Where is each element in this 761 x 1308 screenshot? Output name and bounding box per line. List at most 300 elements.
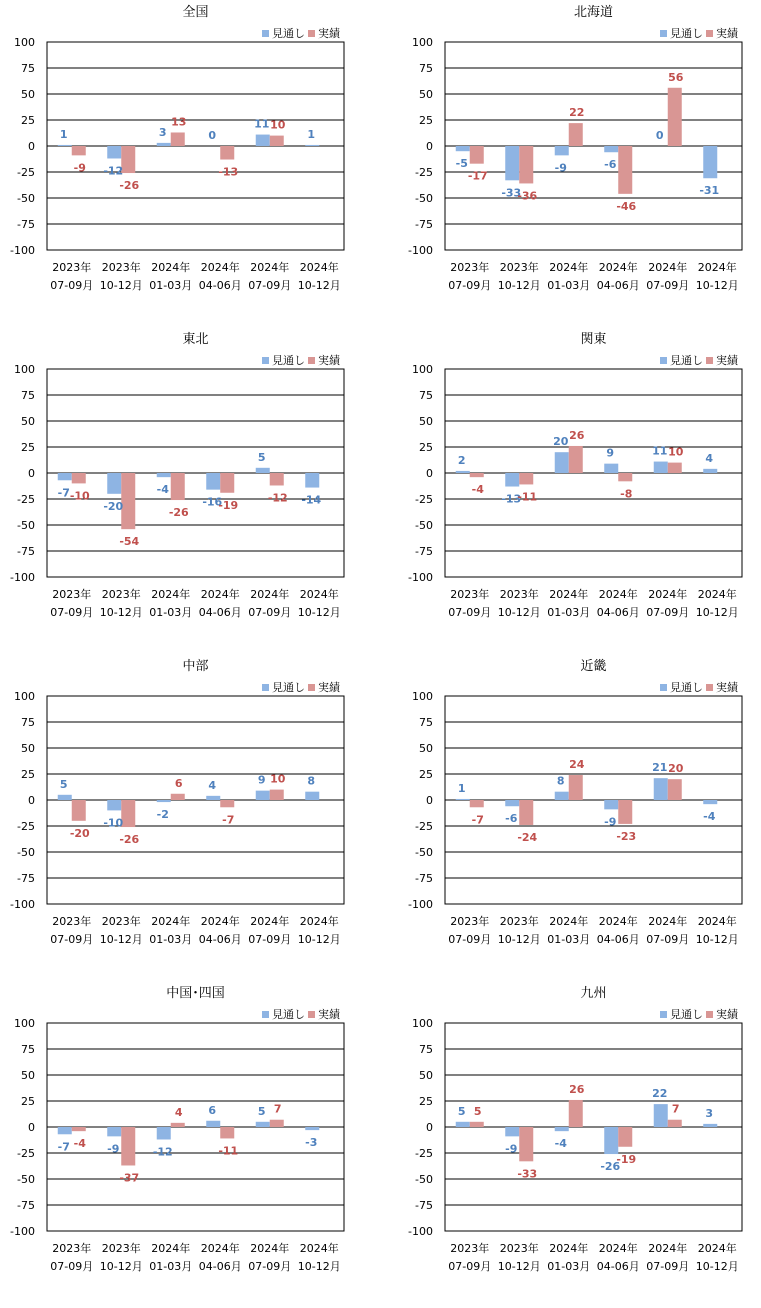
x-tick-label: 2024年	[648, 914, 687, 928]
y-tick-label: -50	[415, 846, 433, 859]
bar-actual	[470, 800, 484, 807]
bar-forecast	[555, 1127, 569, 1131]
bar-forecast	[505, 1127, 519, 1136]
y-tick-label: 50	[21, 1069, 35, 1082]
bar-forecast	[703, 800, 717, 804]
data-label-forecast: 22	[652, 1087, 667, 1100]
data-label-actual: 20	[668, 762, 684, 775]
bar-actual	[72, 146, 86, 155]
y-tick-label: -75	[17, 545, 35, 558]
data-label-forecast: 0	[656, 129, 664, 142]
bar-actual	[171, 473, 185, 500]
data-label-forecast: -9	[505, 1142, 517, 1155]
x-tick-label: 2023年	[102, 1241, 141, 1255]
data-label-forecast: 1	[307, 128, 315, 141]
x-tick-label: 2024年	[151, 260, 190, 274]
bar-forecast	[456, 1122, 470, 1127]
legend-label: 見通し	[272, 27, 305, 40]
legend-swatch	[262, 684, 269, 691]
chart-svg	[398, 327, 761, 654]
data-label-actual: -12	[268, 491, 288, 504]
x-tick-label: 2024年	[549, 914, 588, 928]
data-label-actual: -4	[74, 1137, 87, 1150]
x-tick-label: 07-09月	[646, 279, 689, 292]
legend-swatch	[308, 357, 315, 364]
bar-forecast	[604, 800, 618, 809]
data-label-forecast: 1	[60, 128, 68, 141]
bar-actual	[618, 473, 632, 481]
data-label-actual: 56	[668, 71, 684, 84]
y-tick-label: 50	[419, 88, 433, 101]
x-tick-label: 01-03月	[547, 933, 590, 946]
y-tick-label: -100	[408, 244, 433, 257]
chart-svg	[0, 327, 380, 654]
y-tick-label: -75	[17, 1199, 35, 1212]
data-label-actual: -37	[119, 1171, 139, 1184]
y-tick-label: 100	[412, 363, 433, 376]
bar-actual	[220, 1127, 234, 1138]
x-tick-label: 2024年	[201, 1241, 240, 1255]
y-tick-label: -25	[17, 493, 35, 506]
bar-actual	[618, 1127, 632, 1147]
legend-label: 見通し	[670, 354, 703, 367]
x-tick-label: 2023年	[102, 260, 141, 274]
x-tick-label: 10-12月	[498, 1260, 541, 1273]
x-tick-label: 2023年	[500, 1241, 539, 1255]
bar-actual	[668, 88, 682, 146]
x-tick-label: 07-09月	[50, 1260, 93, 1273]
x-tick-label: 10-12月	[100, 933, 143, 946]
data-label-forecast: 11	[652, 445, 667, 458]
y-tick-label: -25	[415, 166, 433, 179]
bar-actual	[569, 775, 583, 800]
data-label-actual: -26	[169, 506, 189, 519]
x-tick-label: 07-09月	[448, 1260, 491, 1273]
data-label-forecast: -26	[600, 1160, 620, 1173]
data-label-actual: -46	[616, 200, 636, 213]
legend-swatch	[706, 1011, 713, 1018]
chart-panel	[398, 327, 761, 654]
legend-label: 見通し	[272, 681, 305, 694]
x-tick-label: 2023年	[450, 260, 489, 274]
bar-forecast	[256, 135, 270, 146]
chart-title: 東北	[182, 331, 208, 347]
y-tick-label: -50	[415, 519, 433, 532]
y-tick-label: -50	[415, 192, 433, 205]
legend-swatch	[660, 684, 667, 691]
chart-svg	[0, 0, 380, 327]
y-tick-label: -50	[17, 192, 35, 205]
x-tick-label: 2024年	[201, 587, 240, 601]
x-tick-label: 2024年	[698, 914, 737, 928]
bar-forecast	[305, 1127, 319, 1130]
chart-title: 北海道	[574, 5, 613, 20]
bar-forecast	[157, 473, 171, 477]
chart-title: 中国･四国	[166, 985, 225, 1001]
x-tick-label: 07-09月	[50, 279, 93, 292]
y-tick-label: 25	[419, 768, 433, 781]
x-tick-label: 2024年	[698, 260, 737, 274]
legend-label: 実績	[318, 353, 341, 367]
data-label-actual: -23	[616, 830, 636, 843]
data-label-forecast: -7	[58, 1140, 70, 1153]
legend-swatch	[660, 30, 667, 37]
data-label-forecast: -13	[501, 493, 521, 506]
x-tick-label: 07-09月	[50, 606, 93, 619]
y-tick-label: 75	[21, 389, 35, 402]
y-tick-label: -50	[17, 519, 35, 532]
x-tick-label: 2023年	[52, 260, 91, 274]
x-tick-label: 2024年	[300, 587, 339, 601]
bar-forecast	[206, 473, 220, 490]
bar-actual	[270, 473, 284, 485]
y-tick-label: 0	[426, 140, 433, 153]
bar-forecast	[157, 800, 171, 802]
data-label-actual: 4	[175, 1106, 183, 1119]
data-label-actual: -36	[517, 189, 537, 202]
bar-forecast	[456, 146, 470, 151]
y-tick-label: 75	[419, 62, 433, 75]
bar-actual	[121, 473, 135, 529]
y-tick-label: -75	[415, 218, 433, 231]
x-tick-label: 07-09月	[248, 606, 291, 619]
bar-actual	[569, 1100, 583, 1127]
bar-actual	[270, 136, 284, 146]
data-label-forecast: -4	[555, 1137, 568, 1150]
data-label-actual: -10	[70, 489, 90, 502]
bar-actual	[519, 1127, 533, 1161]
bar-actual	[121, 146, 135, 173]
data-label-actual: 24	[569, 758, 585, 771]
y-tick-label: 0	[28, 794, 35, 807]
x-tick-label: 10-12月	[696, 279, 739, 292]
x-tick-label: 10-12月	[696, 1260, 739, 1273]
bar-forecast	[157, 1127, 171, 1139]
y-tick-label: 50	[419, 742, 433, 755]
bar-actual	[220, 473, 234, 493]
bar-actual	[121, 800, 135, 827]
data-label-forecast: -14	[301, 494, 321, 507]
bar-forecast	[58, 145, 72, 146]
legend-label: 見通し	[272, 1008, 305, 1021]
bar-forecast	[256, 1122, 270, 1127]
data-label-actual: 5	[474, 1105, 482, 1118]
y-tick-label: 75	[419, 716, 433, 729]
y-tick-label: 25	[21, 114, 35, 127]
y-tick-label: 25	[419, 441, 433, 454]
x-tick-label: 10-12月	[696, 606, 739, 619]
data-label-actual: -17	[468, 170, 488, 183]
y-tick-label: 75	[419, 389, 433, 402]
legend-label: 見通し	[670, 27, 703, 40]
bar-actual	[618, 800, 632, 824]
bar-actual	[171, 794, 185, 800]
x-tick-label: 07-09月	[248, 279, 291, 292]
data-label-actual: 10	[668, 446, 684, 459]
data-label-forecast: -3	[305, 1136, 317, 1149]
bar-actual	[569, 123, 583, 146]
data-label-forecast: -33	[501, 186, 521, 199]
bar-forecast	[206, 796, 220, 800]
x-tick-label: 10-12月	[498, 279, 541, 292]
x-tick-label: 2024年	[549, 1241, 588, 1255]
x-tick-label: 07-09月	[448, 279, 491, 292]
x-tick-label: 2024年	[300, 260, 339, 274]
data-label-actual: 6	[175, 777, 183, 790]
data-label-actual: 26	[569, 1083, 585, 1096]
y-tick-label: -100	[10, 244, 35, 257]
x-tick-label: 04-06月	[597, 606, 640, 619]
chart-svg	[398, 0, 761, 327]
data-label-forecast: -20	[103, 500, 123, 513]
data-label-forecast: 8	[307, 775, 315, 788]
chart-title: 関東	[580, 331, 606, 347]
data-label-forecast: -9	[107, 1142, 119, 1155]
bar-forecast	[604, 1127, 618, 1154]
data-label-forecast: -16	[202, 496, 222, 509]
chart-panel	[398, 0, 761, 327]
x-tick-label: 10-12月	[298, 279, 341, 292]
chart-panel	[0, 654, 380, 981]
x-tick-label: 2024年	[599, 1241, 638, 1255]
x-tick-label: 10-12月	[100, 606, 143, 619]
data-label-forecast: -5	[456, 157, 468, 170]
x-tick-label: 2024年	[300, 1241, 339, 1255]
bar-forecast	[456, 471, 470, 473]
x-tick-label: 2023年	[500, 587, 539, 601]
y-tick-label: -25	[415, 820, 433, 833]
bar-actual	[470, 473, 484, 477]
legend-label: 見通し	[670, 1008, 703, 1021]
chart-panel	[0, 981, 380, 1308]
x-tick-label: 2023年	[450, 587, 489, 601]
bar-actual	[519, 800, 533, 825]
data-label-actual: -26	[119, 833, 139, 846]
x-tick-label: 2024年	[549, 260, 588, 274]
bar-forecast	[703, 1124, 717, 1127]
y-tick-label: 0	[426, 794, 433, 807]
bar-forecast	[107, 473, 121, 494]
bar-forecast	[206, 1121, 220, 1127]
chart-title: 中部	[182, 658, 208, 674]
y-tick-label: 50	[21, 415, 35, 428]
x-tick-label: 2024年	[201, 914, 240, 928]
x-tick-label: 01-03月	[149, 1260, 192, 1273]
bar-actual	[121, 1127, 135, 1165]
data-label-actual: -24	[517, 831, 537, 844]
x-tick-label: 10-12月	[100, 1260, 143, 1273]
y-tick-label: -25	[17, 166, 35, 179]
chart-svg	[398, 981, 761, 1308]
bar-actual	[668, 463, 682, 473]
x-tick-label: 07-09月	[248, 933, 291, 946]
y-tick-label: -25	[17, 1147, 35, 1160]
legend-swatch	[262, 357, 269, 364]
data-label-actual: -13	[218, 166, 238, 179]
data-label-actual: -11	[218, 1144, 238, 1157]
data-label-forecast: 5	[258, 451, 266, 464]
bar-actual	[171, 132, 185, 146]
bar-forecast	[555, 146, 569, 155]
y-tick-label: 25	[21, 1095, 35, 1108]
legend-swatch	[308, 1011, 315, 1018]
legend-swatch	[660, 357, 667, 364]
x-tick-label: 10-12月	[298, 1260, 341, 1273]
y-tick-label: 25	[419, 114, 433, 127]
bar-forecast	[505, 146, 519, 180]
y-tick-label: 75	[419, 1043, 433, 1056]
x-tick-label: 2024年	[648, 260, 687, 274]
y-tick-label: -100	[10, 1225, 35, 1238]
legend-swatch	[262, 30, 269, 37]
x-tick-label: 2024年	[250, 914, 289, 928]
data-label-forecast: 5	[458, 1105, 466, 1118]
bar-forecast	[107, 146, 121, 158]
data-label-forecast: -6	[604, 158, 617, 171]
x-tick-label: 10-12月	[298, 606, 341, 619]
y-tick-label: 75	[21, 62, 35, 75]
y-tick-label: -75	[415, 1199, 433, 1212]
data-label-actual: 26	[569, 429, 585, 442]
legend-label: 見通し	[670, 681, 703, 694]
bar-actual	[470, 146, 484, 164]
data-label-forecast: -9	[604, 815, 616, 828]
data-label-actual: 22	[569, 106, 584, 119]
y-tick-label: -100	[408, 571, 433, 584]
bar-forecast	[654, 1104, 668, 1127]
y-tick-label: 50	[419, 415, 433, 428]
x-tick-label: 04-06月	[199, 606, 242, 619]
x-tick-label: 07-09月	[646, 933, 689, 946]
x-tick-label: 07-09月	[448, 933, 491, 946]
x-tick-label: 07-09月	[646, 1260, 689, 1273]
y-tick-label: 75	[21, 716, 35, 729]
x-tick-label: 2024年	[549, 587, 588, 601]
y-tick-label: -50	[17, 1173, 35, 1186]
data-label-actual: -11	[517, 490, 537, 503]
legend-swatch	[308, 684, 315, 691]
data-label-actual: -54	[119, 535, 139, 548]
bar-actual	[618, 146, 632, 194]
data-label-forecast: -10	[103, 816, 123, 829]
y-tick-label: 0	[426, 467, 433, 480]
x-tick-label: 01-03月	[149, 933, 192, 946]
x-tick-label: 2024年	[648, 1241, 687, 1255]
bar-actual	[569, 446, 583, 473]
bar-forecast	[505, 800, 519, 806]
bar-forecast	[654, 462, 668, 473]
chart-panel	[0, 0, 380, 327]
bar-forecast	[107, 1127, 121, 1136]
x-tick-label: 04-06月	[597, 1260, 640, 1273]
data-label-forecast: 4	[208, 779, 216, 792]
legend-swatch	[706, 30, 713, 37]
bar-actual	[668, 1120, 682, 1127]
x-tick-label: 2024年	[599, 260, 638, 274]
y-tick-label: -50	[17, 846, 35, 859]
y-tick-label: -25	[17, 820, 35, 833]
x-tick-label: 2023年	[52, 1241, 91, 1255]
data-label-forecast: 1	[458, 782, 466, 795]
x-tick-label: 04-06月	[199, 933, 242, 946]
x-tick-label: 2024年	[599, 914, 638, 928]
bar-forecast	[256, 791, 270, 800]
x-tick-label: 2023年	[500, 260, 539, 274]
data-label-actual: 10	[270, 119, 286, 132]
data-label-forecast: -31	[699, 184, 719, 197]
data-label-forecast: 3	[705, 1107, 713, 1120]
y-tick-label: -25	[415, 1147, 433, 1160]
legend-swatch	[308, 30, 315, 37]
x-tick-label: 10-12月	[298, 933, 341, 946]
chart-title: 九州	[580, 985, 606, 1001]
y-tick-label: 25	[21, 441, 35, 454]
data-label-forecast: -4	[157, 483, 170, 496]
x-tick-label: 2023年	[500, 914, 539, 928]
data-label-forecast: 20	[553, 435, 569, 448]
bar-forecast	[703, 469, 717, 473]
bar-forecast	[58, 473, 72, 480]
legend-label: 実績	[716, 680, 739, 694]
x-tick-label: 10-12月	[498, 933, 541, 946]
y-tick-label: 50	[419, 1069, 433, 1082]
data-label-forecast: 9	[606, 447, 614, 460]
x-tick-label: 04-06月	[199, 279, 242, 292]
y-tick-label: 100	[412, 36, 433, 49]
x-tick-label: 2024年	[151, 914, 190, 928]
bar-actual	[72, 473, 86, 483]
x-tick-label: 04-06月	[199, 1260, 242, 1273]
y-tick-label: 100	[14, 363, 35, 376]
data-label-actual: -8	[620, 487, 632, 500]
data-label-forecast: 21	[652, 761, 667, 774]
y-tick-label: -100	[10, 571, 35, 584]
bar-forecast	[604, 464, 618, 473]
y-tick-label: -25	[415, 493, 433, 506]
data-label-forecast: 9	[258, 774, 266, 787]
x-tick-label: 01-03月	[149, 279, 192, 292]
chart-panel	[398, 981, 761, 1308]
data-label-forecast: 5	[60, 778, 68, 791]
legend-swatch	[660, 1011, 667, 1018]
y-tick-label: -75	[17, 872, 35, 885]
y-tick-label: -50	[415, 1173, 433, 1186]
x-tick-label: 2024年	[698, 587, 737, 601]
bar-actual	[220, 800, 234, 807]
x-tick-label: 07-09月	[646, 606, 689, 619]
data-label-actual: 13	[171, 115, 186, 128]
bar-forecast	[305, 792, 319, 800]
x-tick-label: 2024年	[250, 587, 289, 601]
data-label-forecast: -2	[157, 808, 169, 821]
chart-title: 全国	[182, 5, 208, 20]
bar-actual	[270, 790, 284, 800]
bar-forecast	[555, 792, 569, 800]
x-tick-label: 01-03月	[547, 606, 590, 619]
y-tick-label: 100	[412, 690, 433, 703]
y-tick-label: -100	[10, 898, 35, 911]
chart-panel	[0, 327, 380, 654]
legend-label: 実績	[318, 1007, 341, 1021]
data-label-forecast: -9	[555, 161, 567, 174]
data-label-actual: -9	[74, 161, 86, 174]
data-label-forecast: 8	[557, 775, 565, 788]
x-tick-label: 10-12月	[100, 279, 143, 292]
bar-actual	[668, 779, 682, 800]
bar-forecast	[157, 143, 171, 146]
x-tick-label: 2024年	[151, 587, 190, 601]
x-tick-label: 01-03月	[547, 1260, 590, 1273]
